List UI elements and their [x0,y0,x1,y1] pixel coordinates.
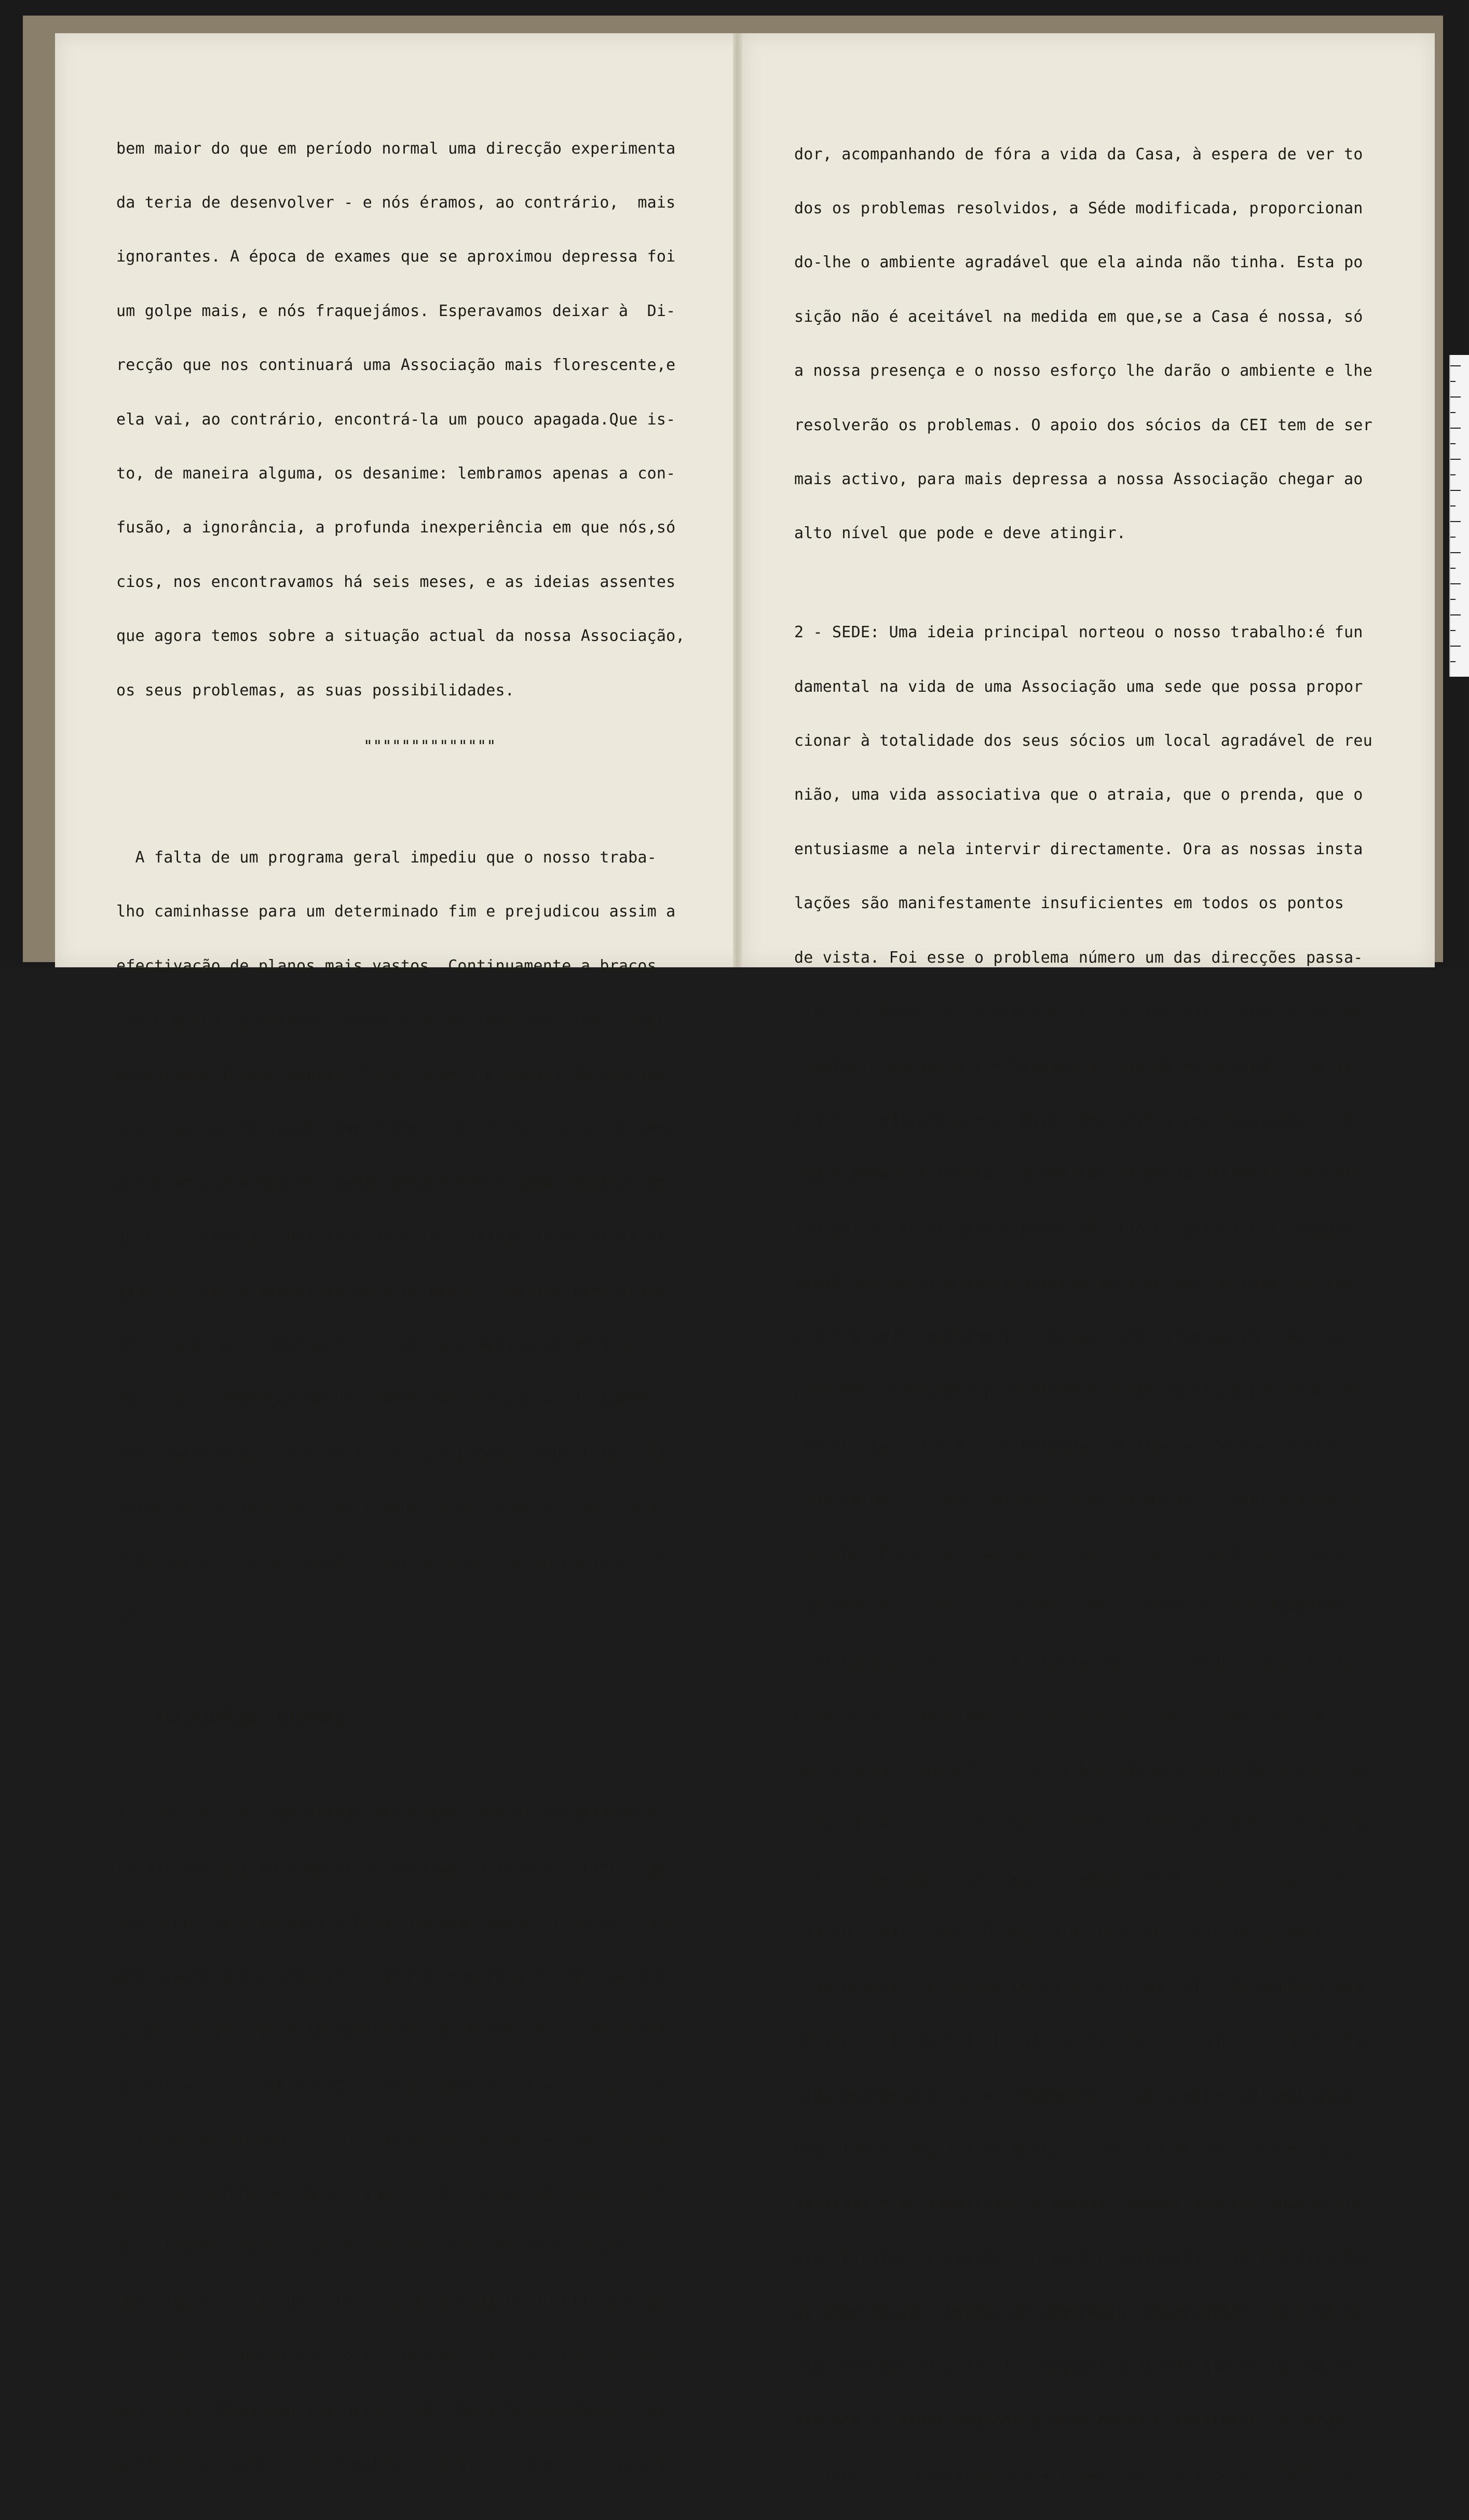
text-line: cilmente. 32 reuniões realizadas nestes 8 meses (dos quais [116,1498,676,1517]
text-line: zada em Março, uma comissão encarregada de estudar a mudança [794,1490,1363,1509]
text-line: cios, nos encontravamos há seis meses, e as ideias assentes [116,572,676,591]
right-page-text [794,109,1372,2520]
text-line: sócio que o desejasse) com e sem os Directores das Secções [116,1119,676,1138]
text-line: entusiasme a nela intervir directamente. Ora as nossas insta [794,840,1363,858]
text-line: agora para o enfrentar: a centralização da direcção da Casa [794,1165,1363,1184]
text-line: to, de maneira alguma, os desanime: lembramos apenas a con- [116,464,676,483]
text-line: do senhorio, passando nós a pagar uma renda de 5.500$00, nos [794,2465,1363,2484]
page-gutter [733,33,742,967]
text-line: nião, uma vida associativa que o atraia, que o prenda, que o [794,786,1363,804]
text-line: bem maior do que em período normal uma direcção experimenta [116,139,676,158]
text-line: passadas. Começámos pois desde o primeiro dia a procurar-lhe [794,1381,1363,1400]
text-line: resolver, porque a ele ligamos a vida da Associação. Em me- [794,1057,1363,1075]
text-line: dos os problemas resolvidos, a Séde modificada, proporcionan [794,199,1363,217]
text-line: alto nível que pode e deve atingir. [794,524,1126,543]
text-line: cionar à totalidade dos seus sócios um local agradável de reu [794,732,1372,750]
text-line: era por si só um grande passo em frente, pois que a fragmen- [794,1219,1363,1238]
text-line: dos à CEI, acolheram o fim da Comissão Administrativa. Este [116,1913,676,1932]
text-line: lhores condições que as Direcções anteriores estavamos nós [794,1111,1363,1129]
text-line: guir, tivemos que deixar a meio iniciativas de maior enver- [116,1227,676,1246]
text-line: da teria de desenvolver - e nós éramos, ao contrário, mais [116,193,676,212]
text-line: procurámos chegar a um acordo. Como, no entanto, os encargos [794,2140,1363,2159]
text-line: da Casa, a nomeação de Delegados nas provincias ultramari- [116,1390,667,1408]
text-line: uma solução: assim, foi nomeada, em reunião de sócios reali- [794,1436,1363,1455]
text-line: com pequenos problemas, em constantes reuniões (que sempre [116,1011,676,1030]
text-line: entrara em negociações para o mesmo efeito com a proprietá- [794,1869,1354,1888]
text-line: gando a sua quota, ele limitou-se quase a simples especta- [116,2455,676,2473]
text-line: ço. [116,1607,145,1625]
section-heading [116,1706,685,1724]
scale-ruler [1449,355,1469,677]
text-line: efectivação de planos mais vastos. Continuamente a braços [116,956,657,975]
text-line: um golpe mais, e nós fraquejámos. Esperavamos deixar à Di- [116,302,676,320]
text-line: escassa centena de sócios que a CEI contava em Janeiro últi [116,2184,676,2203]
text-line: do-lhe o ambiente agradável que ela ainda não tinha. Esta po [794,253,1363,272]
text-line: das, foi esse o problema que nos pareceu mais importante de [794,1003,1363,1021]
text-line: meiro andar completo, sito na Avenida Almirante Reis,junto à [794,1761,1363,1779]
text-line: gerência, foi sempre engrossando, embora com as actuais ins [116,2076,676,2094]
text-line: damental na vida de uma Associação uma sede que possa propor [794,677,1363,696]
text-line: ria do prédio, Snra.D.Regina Quintanilha, mas abruptamente a [794,1923,1363,1942]
text-line: talações muito poucas regalias encontrassem. Assim, de uma [116,2130,676,2148]
text-line: resolverão os problemas. O apoio dos sócios da CEI tem de ser [794,416,1372,434]
text-line: bem significativo do interesse do estudante do Ultramar pe- [116,2292,676,2311]
text-line: ganização? Duma maneira geral, não. Desinteressadamente pa- [116,2401,676,2419]
text-line: sido estranha a tal procedimento e com a maior cordealidade [794,2086,1354,2104]
text-line: de vista. Foi esse o problema número um das direcções passa- [794,948,1363,967]
text-line: la Casa. Colaborou ele, por forma mais activa, na sua reor- [116,2347,676,2365]
text-line: Praça do Arieiro. Já anteriormente a Comissão Administrativa [794,1815,1363,1833]
text-line: sição não é aceitável na medida em que,se a Casa é nossa, só [794,307,1363,326]
text-line: lho caminhasse para um determinado fim e prejudicou assim a [116,902,676,921]
text-line: dor, acompanhando de fóra a vida da Casa, à espera de ver to [794,145,1363,163]
text-line: mo, chegámos agora a perto de 500. Esta facto é só por si [116,2238,657,2257]
text-line: 2 - SEDE: Uma ideia principal norteou o nosso trabalho:é fun [794,623,1363,642]
text-line: tramarinos que mais de perto estavam ou tinham estado liga- [116,1859,676,1878]
text-line: lações são manifestamente insuficientes em todos os pontos [794,894,1344,913]
text-line: os seus problemas, as suas possibilidades. [116,681,514,700]
text-line: entusiasmo manifestou-se no grande número que logo acorreu [116,1967,676,1986]
text-line: elas puzera fim, o que deixara junto da referida Senhora uma [794,1978,1363,1996]
text-line: dio de parte. Encarámos então a possibilidade de modificação [794,2249,1363,2267]
text-line: ela vai, ao contrário, encontrá-la um pouco apagada.Que is- [116,410,676,429]
text-line: Continuou a Direcção a trabalhar nesse sentido e dos muitos [794,1652,1363,1671]
text-line: a fim de traçarmos as linhas gerais que a Casa deveria se- [116,1173,676,1192]
section-separator: """""""""""""" [363,737,496,756]
text-line: A falta de um programa geral impediu que o nosso traba- [116,848,657,867]
text-line: nas, tarefas que já a nova Direcção poderá cumprir mais fà- [116,1444,676,1463]
text-line: exigidos eram demasiado elevados tivemos que pôr aquele pré [794,2194,1363,2213]
text-line: má impressão da CEI. Fácil nos foi mostrar que a Casa tinha [794,2032,1363,2050]
text-line: que agora temos sobre a situação actual da nossa Associação, [116,627,685,646]
text-line: gadura, como a exposição de Arte Negra, com que tencionava- [116,1282,676,1300]
section-heading-title: ACTIVIDADES INTERNAS [154,1706,344,1724]
text-line: ignorantes. A época de exames que se aproximou depressa foi [116,248,676,266]
text-line: recção que nos continuará uma Associação mais florescente,e [116,356,676,375]
text-line: a nossa presença e o nosso esforço lhe darão o ambiente e lhe [794,362,1372,380]
text-line: mais activo, para mais depressa a nossa Associação chegar ao [794,470,1363,488]
text-line: 2 de férias e 3 de exames) mostram a medida do nosso esfor- [116,1552,676,1571]
text-line: fusão, a ignorância, a profunda inexperiência em que nós,só [116,518,676,537]
text-line: procurámos fossem amplas, facultando a presença de qualquer [116,1065,676,1084]
text-line: pre o grande impedimento com que esbarraram as iniciativas [794,1327,1344,1346]
text-line: da Sede actual. Depois de demoradas conversações com o senho [794,2303,1363,2321]
text-line: da Sede. Esta comissão apresentou posteriormente um relató- [794,1544,1354,1563]
text-line: sas modificações segundo planta nossa e totalmente a cargo [794,2411,1344,2430]
text-line: à Casa, e que, principalmente nos primeiros meses da nossa [116,2021,667,2040]
left-page-text [116,104,685,2510]
text-line: rio onde dizia dos resultados infrutíferos do seu trabalho. [794,1598,1354,1617]
text-line: prédios visitados,pareceu-nos oferecer mais condições um pri [794,1707,1363,1725]
text-line: 1 - SÓCIOS: Foi com grande entusiamo que os estudantes ul- [116,1805,676,1824]
text-line: rio, Snr.Daniel Azancot, chegámos a acordo que se fariam es- [794,2357,1363,2375]
text-line: tação que existiu anteriormente em diversas secções foi sem- [794,1273,1363,1292]
text-line: mos inaugurar o novo ano lectivo, a organização do arquivo [116,1336,667,1354]
section-heading-number: I - [116,1706,155,1724]
